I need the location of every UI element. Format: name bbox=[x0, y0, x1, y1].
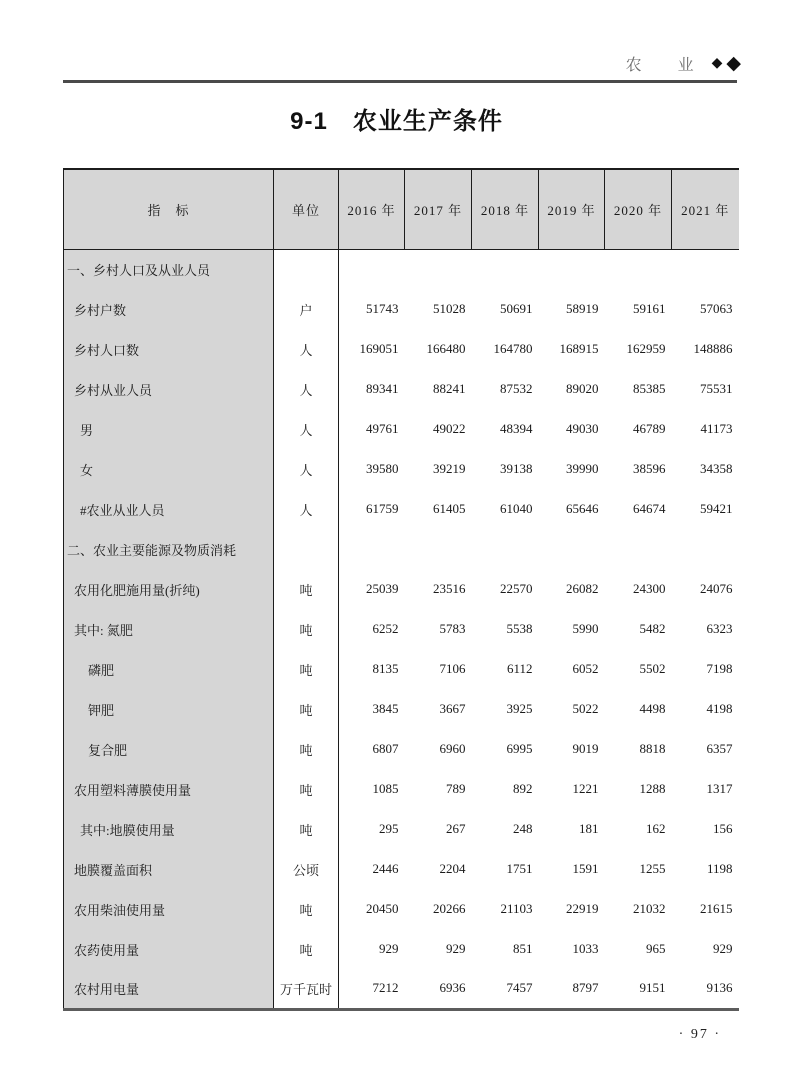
value-cell: 5022 bbox=[572, 701, 599, 716]
value-cell: 168915 bbox=[559, 341, 599, 356]
value-cell: 892 bbox=[513, 781, 533, 796]
value-cell: 39219 bbox=[433, 461, 466, 476]
value-cell: 61405 bbox=[433, 501, 466, 516]
page-title: 9-1 农业生产条件 bbox=[290, 108, 503, 135]
column-header-unit: 单位 bbox=[274, 169, 339, 249]
value-cell: 64674 bbox=[633, 501, 666, 516]
value-cell: 166480 bbox=[426, 341, 466, 356]
value-cell: 24076 bbox=[700, 581, 733, 596]
column-header-2018: 2018 年 bbox=[472, 169, 539, 249]
table-row bbox=[64, 929, 739, 969]
unit-cell: 公顷 bbox=[274, 849, 339, 889]
value-cell: 61040 bbox=[500, 501, 533, 516]
table-row bbox=[64, 289, 739, 329]
indicator-cell: 男 bbox=[64, 409, 274, 449]
value-cell: 6357 bbox=[706, 741, 733, 756]
value-cell: 248 bbox=[513, 821, 533, 836]
value-cell: 929 bbox=[446, 941, 466, 956]
column-header-2017: 2017 年 bbox=[405, 169, 472, 249]
value-cell: 61759 bbox=[366, 501, 399, 516]
value-cell bbox=[472, 529, 539, 569]
value-cell bbox=[405, 529, 472, 569]
indicator-cell: 乡村人口数 bbox=[64, 329, 274, 369]
value-cell: 9136 bbox=[706, 980, 733, 996]
unit-cell: 吨 bbox=[274, 729, 339, 769]
value-cell: 965 bbox=[646, 941, 666, 956]
indicator-cell: 农药使用量 bbox=[64, 929, 274, 969]
value-cell: 162 bbox=[646, 821, 666, 836]
unit-cell: 吨 bbox=[274, 889, 339, 929]
table-body bbox=[64, 249, 739, 1009]
value-cell: 5538 bbox=[506, 621, 533, 636]
unit-cell bbox=[274, 249, 339, 289]
column-header-2019: 2019 年 bbox=[539, 169, 605, 249]
header-rule bbox=[63, 80, 737, 83]
table-row bbox=[64, 449, 739, 489]
value-cell: 6252 bbox=[372, 621, 399, 636]
table-row bbox=[64, 889, 739, 929]
value-cell: 1317 bbox=[706, 781, 733, 796]
indicator-cell: 农用化肥施用量(折纯) bbox=[64, 569, 274, 609]
value-cell: 7106 bbox=[439, 661, 466, 676]
indicator-cell: 磷肥 bbox=[64, 649, 274, 689]
table-row bbox=[64, 649, 739, 689]
value-cell: 89020 bbox=[566, 381, 599, 396]
unit-cell: 人 bbox=[274, 409, 339, 449]
value-cell: 49022 bbox=[433, 421, 466, 436]
chapter-label: 农 业 bbox=[625, 57, 704, 74]
indicator-cell: 农用柴油使用量 bbox=[64, 889, 274, 929]
value-cell: 148886 bbox=[693, 341, 733, 356]
value-cell: 1221 bbox=[572, 781, 599, 796]
value-cell: 3667 bbox=[439, 701, 466, 716]
value-cell: 6960 bbox=[439, 741, 466, 756]
value-cell: 1085 bbox=[372, 781, 399, 796]
statistics-table bbox=[63, 168, 739, 1011]
value-cell: 789 bbox=[446, 781, 466, 796]
value-cell bbox=[605, 529, 672, 569]
value-cell bbox=[605, 249, 672, 289]
unit-cell: 人 bbox=[274, 489, 339, 529]
table-row bbox=[64, 809, 739, 849]
unit-cell: 吨 bbox=[274, 649, 339, 689]
value-cell: 49761 bbox=[366, 421, 399, 436]
table-row bbox=[64, 609, 739, 649]
value-cell: 8135 bbox=[372, 661, 399, 676]
value-cell: 50691 bbox=[500, 301, 533, 316]
value-cell: 2204 bbox=[439, 861, 466, 876]
value-cell: 39990 bbox=[566, 461, 599, 476]
table-row bbox=[64, 849, 739, 889]
indicator-cell: 二、农业主要能源及物质消耗 bbox=[64, 529, 274, 569]
unit-cell: 万千瓦时 bbox=[274, 969, 339, 1009]
value-cell: 5502 bbox=[639, 661, 666, 676]
value-cell: 6936 bbox=[439, 980, 466, 996]
indicator-cell: 其中:地膜使用量 bbox=[64, 809, 274, 849]
indicator-cell: 乡村从业人员 bbox=[64, 369, 274, 409]
table-row bbox=[64, 969, 739, 1009]
table-row bbox=[64, 329, 739, 369]
diamond-icon: ◆ bbox=[711, 55, 723, 71]
table-row bbox=[64, 569, 739, 609]
value-cell bbox=[539, 249, 605, 289]
value-cell: 3925 bbox=[506, 701, 533, 716]
value-cell: 5990 bbox=[572, 621, 599, 636]
indicator-cell: 乡村户数 bbox=[64, 289, 274, 329]
value-cell: 85385 bbox=[633, 381, 666, 396]
unit-cell: 吨 bbox=[274, 809, 339, 849]
indicator-cell: 复合肥 bbox=[64, 729, 274, 769]
page-number: · 97 · bbox=[678, 1027, 721, 1042]
value-cell: 38596 bbox=[633, 461, 666, 476]
value-cell: 21615 bbox=[700, 901, 733, 916]
value-cell bbox=[339, 249, 405, 289]
indicator-cell: 农村用电量 bbox=[64, 969, 274, 1009]
value-cell: 34358 bbox=[700, 461, 733, 476]
value-cell: 39138 bbox=[500, 461, 533, 476]
table-row bbox=[64, 489, 739, 529]
value-cell: 181 bbox=[579, 821, 599, 836]
value-cell: 6323 bbox=[706, 621, 733, 636]
value-cell: 75531 bbox=[700, 381, 733, 396]
value-cell: 21103 bbox=[500, 901, 533, 916]
section-row bbox=[64, 529, 739, 569]
value-cell: 22570 bbox=[500, 581, 533, 596]
value-cell: 9019 bbox=[572, 741, 599, 756]
diamond-icon: ◆ bbox=[726, 53, 741, 74]
value-cell: 65646 bbox=[566, 501, 599, 516]
column-header-2021: 2021 年 bbox=[672, 169, 739, 249]
indicator-cell: 女 bbox=[64, 449, 274, 489]
value-cell bbox=[672, 249, 739, 289]
value-cell: 41173 bbox=[700, 421, 733, 436]
unit-cell: 人 bbox=[274, 369, 339, 409]
value-cell: 4198 bbox=[706, 701, 733, 716]
value-cell: 6112 bbox=[506, 661, 533, 676]
value-cell: 929 bbox=[713, 941, 733, 956]
value-cell: 20266 bbox=[433, 901, 466, 916]
table-row bbox=[64, 769, 739, 809]
value-cell: 48394 bbox=[500, 421, 533, 436]
value-cell: 9151 bbox=[639, 980, 666, 996]
chapter-running-head bbox=[626, 52, 741, 75]
value-cell: 1255 bbox=[639, 861, 666, 876]
value-cell: 21032 bbox=[633, 901, 666, 916]
value-cell: 1198 bbox=[706, 861, 733, 876]
value-cell: 8797 bbox=[572, 980, 599, 996]
value-cell: 1033 bbox=[572, 941, 599, 956]
indicator-cell: 钾肥 bbox=[64, 689, 274, 729]
value-cell: 295 bbox=[379, 821, 399, 836]
value-cell: 929 bbox=[379, 941, 399, 956]
value-cell: 3845 bbox=[372, 701, 399, 716]
value-cell: 1591 bbox=[572, 861, 599, 876]
value-cell: 7212 bbox=[372, 980, 399, 996]
value-cell: 5783 bbox=[439, 621, 466, 636]
section-row bbox=[64, 249, 739, 289]
table-header bbox=[64, 169, 739, 249]
unit-cell: 人 bbox=[274, 329, 339, 369]
table-row bbox=[64, 369, 739, 409]
value-cell: 24300 bbox=[633, 581, 666, 596]
value-cell: 26082 bbox=[566, 581, 599, 596]
value-cell: 8818 bbox=[639, 741, 666, 756]
unit-cell: 吨 bbox=[274, 689, 339, 729]
unit-cell: 人 bbox=[274, 449, 339, 489]
value-cell: 20450 bbox=[366, 901, 399, 916]
value-cell: 57063 bbox=[700, 301, 733, 316]
value-cell: 39580 bbox=[366, 461, 399, 476]
value-cell bbox=[472, 249, 539, 289]
value-cell: 4498 bbox=[639, 701, 666, 716]
value-cell: 51743 bbox=[366, 301, 399, 316]
value-cell: 7457 bbox=[506, 980, 533, 996]
unit-cell: 吨 bbox=[274, 769, 339, 809]
column-header-indicator: 指 标 bbox=[64, 169, 274, 249]
column-header-2016: 2016 年 bbox=[339, 169, 405, 249]
value-cell: 58919 bbox=[566, 301, 599, 316]
value-cell: 164780 bbox=[493, 341, 533, 356]
indicator-cell: 地膜覆盖面积 bbox=[64, 849, 274, 889]
value-cell: 89341 bbox=[366, 381, 399, 396]
value-cell: 23516 bbox=[433, 581, 466, 596]
table-row bbox=[64, 689, 739, 729]
table-row bbox=[64, 729, 739, 769]
header-row bbox=[64, 169, 739, 249]
value-cell: 59161 bbox=[633, 301, 666, 316]
value-cell: 5482 bbox=[639, 621, 666, 636]
value-cell: 22919 bbox=[566, 901, 599, 916]
unit-cell: 吨 bbox=[274, 609, 339, 649]
value-cell: 88241 bbox=[433, 381, 466, 396]
indicator-cell: 其中: 氮肥 bbox=[64, 609, 274, 649]
unit-cell: 吨 bbox=[274, 929, 339, 969]
value-cell: 7198 bbox=[706, 661, 733, 676]
value-cell: 2446 bbox=[372, 861, 399, 876]
value-cell: 169051 bbox=[359, 341, 399, 356]
indicator-cell: 一、乡村人口及从业人员 bbox=[64, 249, 274, 289]
value-cell: 267 bbox=[446, 821, 466, 836]
value-cell: 87532 bbox=[500, 381, 533, 396]
table-row bbox=[64, 409, 739, 449]
value-cell: 156 bbox=[713, 821, 733, 836]
value-cell: 59421 bbox=[700, 501, 733, 516]
value-cell bbox=[405, 249, 472, 289]
value-cell bbox=[339, 529, 405, 569]
indicator-cell: 农用塑料薄膜使用量 bbox=[64, 769, 274, 809]
value-cell: 25039 bbox=[366, 581, 399, 596]
value-cell: 1751 bbox=[506, 861, 533, 876]
value-cell: 851 bbox=[513, 941, 533, 956]
unit-cell: 户 bbox=[274, 289, 339, 329]
value-cell bbox=[672, 529, 739, 569]
unit-cell: 吨 bbox=[274, 569, 339, 609]
value-cell: 6052 bbox=[572, 661, 599, 676]
column-header-2020: 2020 年 bbox=[605, 169, 672, 249]
value-cell: 162959 bbox=[626, 341, 666, 356]
value-cell: 1288 bbox=[639, 781, 666, 796]
value-cell: 49030 bbox=[566, 421, 599, 436]
value-cell: 6995 bbox=[506, 741, 533, 756]
value-cell: 51028 bbox=[433, 301, 466, 316]
unit-cell bbox=[274, 529, 339, 569]
value-cell: 46789 bbox=[633, 421, 666, 436]
value-cell: 6807 bbox=[372, 741, 399, 756]
value-cell bbox=[539, 529, 605, 569]
indicator-cell: #农业从业人员 bbox=[64, 489, 274, 529]
